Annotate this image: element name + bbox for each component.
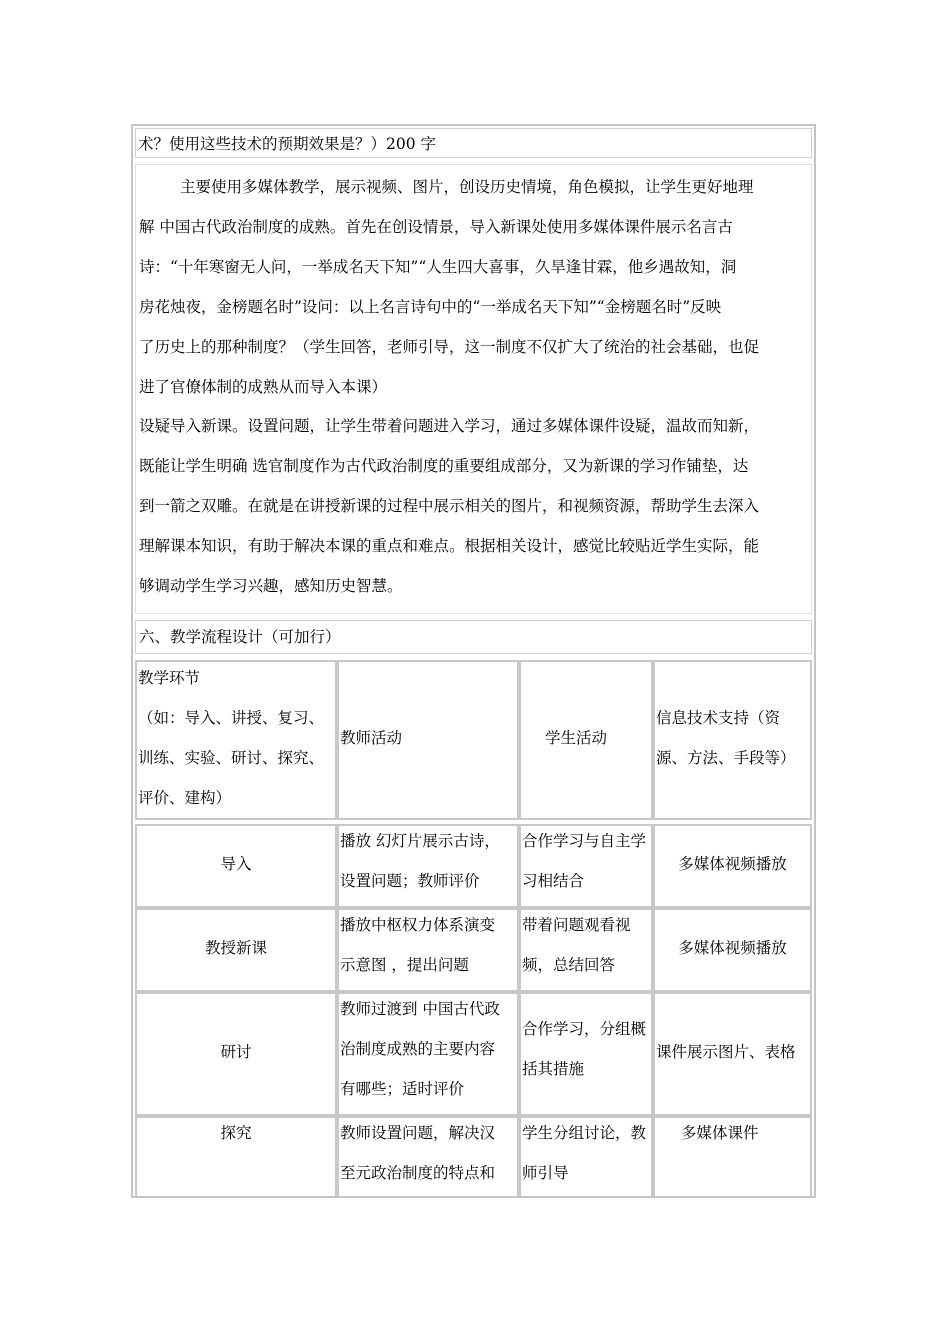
- row-teacher-line: 教师设置问题，解决汉: [340, 1124, 496, 1142]
- answer-line: 既能让学生明确 选官制度作为古代政治制度的重要组成部分，又为新课的学习作铺垫，达: [139, 457, 749, 475]
- row-teacher-line: 治制度成熟的主要内容: [340, 1040, 496, 1058]
- header-tech-line: 源、方法、手段等）: [656, 749, 796, 767]
- row-tech-text: 多媒体视频播放: [678, 855, 787, 873]
- row-student-line: 合作学习与自主学: [522, 832, 647, 850]
- row-tech-text: 课件展示图片、表格: [656, 1043, 796, 1061]
- header-stage-line: （如：导入、讲授、复习、: [138, 709, 325, 727]
- header-stage-cell: [135, 660, 337, 820]
- row-student-line: 带着问题观看视: [522, 916, 631, 934]
- header-student-cell: [519, 660, 653, 820]
- row-teacher-line: 播放中枢权力体系演变: [340, 916, 496, 934]
- tech-answer-block: [135, 164, 812, 614]
- answer-line: 够调动学生学习兴趣，感知历史智慧。: [139, 577, 403, 595]
- row-teacher-cell: [337, 908, 519, 992]
- row-teacher-line: 设置问题；教师评价: [340, 872, 480, 890]
- row-student-cell: [519, 824, 653, 908]
- header-stage-line: 教学环节: [138, 669, 201, 687]
- row-student-line: 合作学习，分组概: [522, 1020, 647, 1038]
- row-student-cell: [519, 908, 653, 992]
- lesson-plan-form: [131, 124, 816, 1198]
- row-stage-cell: [135, 1116, 337, 1196]
- row-stage-cell: [135, 908, 337, 992]
- answer-line: 房花烛夜，金榜题名时”设问：以上名言诗句中的“一举成名天下知”“金榜题名时”反映: [139, 298, 722, 316]
- row-teacher-line: 至元政治制度的特点和: [340, 1164, 496, 1182]
- row-teacher-cell: [337, 824, 519, 908]
- answer-line: 诗：“十年寒窗无人问，一举成名天下知”“人生四大喜事，久旱逢甘霖，他乡遇故知，洞: [139, 258, 737, 276]
- row-student-line: 师引导: [522, 1164, 569, 1182]
- row-tech-cell: [653, 824, 812, 908]
- flow-title: 六、教学流程设计（可加行）: [139, 628, 341, 646]
- answer-line: 进了官僚体制的成熟从而导入本课）: [139, 378, 388, 396]
- row-teacher-line: 播放 幻灯片展示古诗，: [340, 832, 500, 850]
- row-stage-text: 研讨: [220, 1043, 252, 1061]
- row-teacher-line: 教师过渡到 中国古代政: [340, 1000, 500, 1018]
- row-student-cell: [519, 1116, 653, 1196]
- answer-line: 主要使用多媒体教学，展示视频、图片，创设历史情境，角色模拟，让学生更好地理: [180, 178, 754, 196]
- header-stage-line: 评价、建构）: [138, 789, 232, 807]
- row-tech-cell: [653, 1116, 812, 1196]
- header-tech-cell: [653, 660, 812, 820]
- row-student-line: 括其措施: [522, 1060, 585, 1078]
- header-teacher-text: 教师活动: [340, 729, 403, 747]
- answer-line: 解 中国古代政治制度的成熟。首先在创设情景，导入新课处使用多媒体课件展示名言古: [139, 218, 733, 236]
- row-tech-cell: [653, 992, 812, 1116]
- header-student-text: 学生活动: [545, 729, 608, 747]
- answer-line: 了历史上的那种制度？（学生回答，老师引导，这一制度不仅扩大了统治的社会基础，也促: [139, 338, 760, 356]
- tech-question-text: 术？使用这些技术的预期效果是？）200 字: [138, 135, 437, 153]
- header-stage-line: 训练、实验、研讨、探究、: [138, 749, 325, 767]
- row-student-line: 频，总结回答: [522, 956, 616, 974]
- answer-line: 设疑导入新课。设置问题，让学生带着问题进入学习，通过多媒体课件设疑，温故而知新，: [139, 417, 760, 435]
- row-student-cell: [519, 992, 653, 1116]
- tech-question-row: [135, 128, 812, 158]
- row-stage-text: 探究: [220, 1124, 252, 1142]
- header-teacher-cell: [337, 660, 519, 820]
- row-student-line: 学生分组讨论，教: [522, 1124, 647, 1142]
- row-teacher-cell: [337, 1116, 519, 1196]
- row-teacher-line: 有哪些；适时评价: [340, 1080, 465, 1098]
- row-teacher-cell: [337, 992, 519, 1116]
- row-stage-text: 教授新课: [204, 939, 267, 957]
- row-teacher-line: 示意图 ，提出问题: [340, 956, 469, 974]
- row-stage-text: 导入: [220, 855, 252, 873]
- row-student-line: 习相结合: [522, 872, 585, 890]
- row-tech-text: 多媒体视频播放: [678, 939, 787, 957]
- row-stage-cell: [135, 992, 337, 1116]
- row-tech-text: 多媒体课件: [681, 1124, 759, 1142]
- row-stage-cell: [135, 824, 337, 908]
- header-tech-line: 信息技术支持（资: [656, 709, 781, 727]
- flow-title-row: [135, 620, 812, 654]
- answer-line: 到一箭之双雕。在就是在讲授新课的过程中展示相关的图片，和视频资源，帮助学生去深入: [139, 497, 760, 515]
- answer-line: 理解课本知识，有助于解决本课的重点和难点。根据相关设计，感觉比较贴近学生实际，能: [139, 537, 760, 555]
- row-tech-cell: [653, 908, 812, 992]
